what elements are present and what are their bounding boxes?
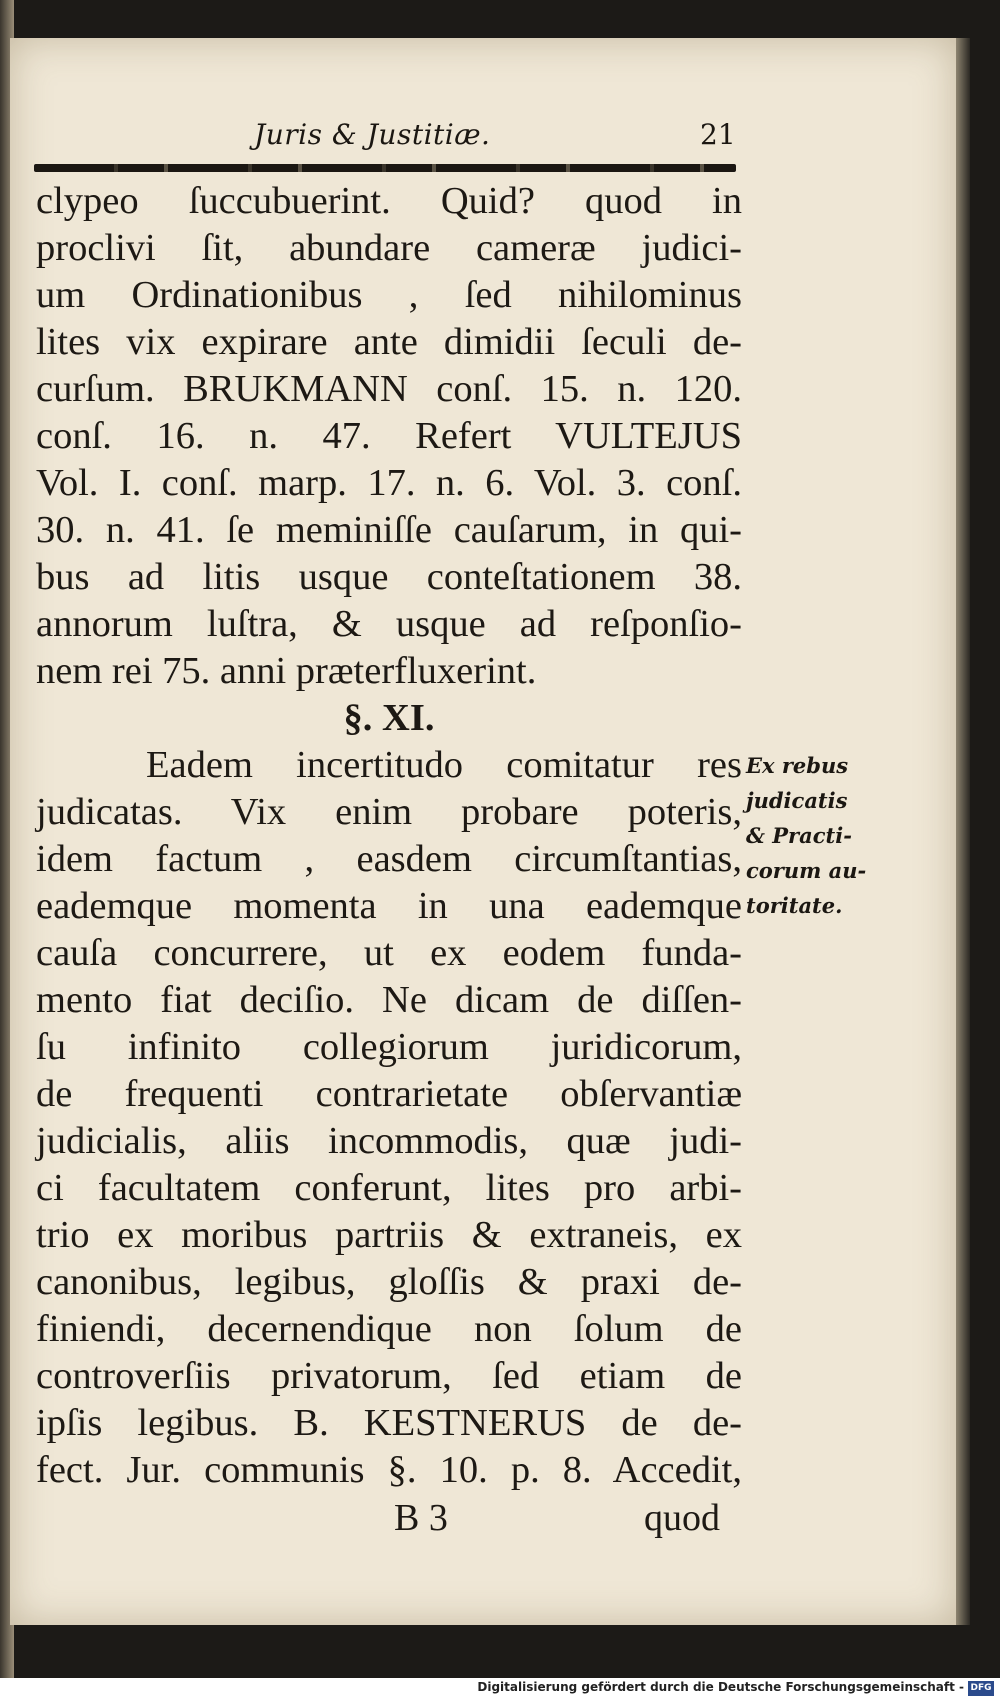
dfg-logo: DFG <box>968 1681 994 1696</box>
text-line: finiendi, decernendique non ſolum de <box>36 1308 742 1350</box>
text-line: Vol. I. conſ. marp. 17. n. 6. Vol. 3. conſ. <box>36 462 742 504</box>
text-line: ci facultatem conferunt, lites pro arbi- <box>36 1167 742 1209</box>
text-line: nem rei 75. anni præterfluxerint. <box>36 650 537 692</box>
text-line: curſum. BRUKMANN conſ. 15. n. 120. <box>36 368 742 410</box>
text-line: mento fiat deciſio. Ne dicam de diſſen- <box>36 979 742 1021</box>
text-line: ſu infinito collegiorum juridicorum, <box>36 1026 742 1068</box>
text-line: conſ. 16. n. 47. Refert VULTEJUS <box>36 415 742 457</box>
text-line: bus ad litis usque conteſtationem 38. <box>36 556 742 598</box>
header-rule <box>34 164 736 172</box>
text-line: judicatas. Vix enim probare poteris, <box>36 791 742 833</box>
footer-bar <box>0 1678 1000 1700</box>
margin-note-line: & Practi- <box>746 823 852 848</box>
text-line: um Ordinationibus , ſed nihilominus <box>36 274 742 316</box>
margin-note-line: judicatis <box>746 788 848 813</box>
text-line: cauſa concurrere, ut ex eodem funda- <box>36 932 742 974</box>
page-number: 21 <box>700 118 736 151</box>
footer-credit: Digitalisierung gefördert durch die Deutsche Forschungsgemeinschaft - <box>477 1680 964 1694</box>
text-line: 30. n. 41. ſe meminiſſe cauſarum, in qui- <box>36 509 742 551</box>
text-line: idem factum , easdem circumſtantias, <box>36 838 742 880</box>
text-line: Eadem incertitudo comitatur res <box>146 744 742 786</box>
text-line: de frequenti contrarietate obſervantiæ <box>36 1073 742 1115</box>
text-line: ipſis legibus. B. KESTNERUS de de- <box>36 1402 742 1444</box>
text-line: trio ex moribus partriis & extraneis, ex <box>36 1214 742 1256</box>
text-line: eademque momenta in una eademque <box>36 885 742 927</box>
text-line: fect. Jur. communis §. 10. p. 8. Accedit, <box>36 1449 742 1491</box>
text-line: clypeo ſuccubuerint. Quid? quod in <box>36 180 742 222</box>
main-text <box>36 178 742 1494</box>
margin-note-line: Ex rebus <box>746 753 849 778</box>
text-line: judicialis, aliis incommodis, quæ judi- <box>36 1120 742 1162</box>
text-line: annorum luſtra, & usque ad reſponſio- <box>36 603 742 645</box>
running-title: Juris & Justitiæ. <box>254 118 491 151</box>
text-line: lites vix expirare ante dimidii ſeculi de- <box>36 321 742 363</box>
scan-edge-right <box>956 38 970 1625</box>
margin-note-line: corum au- <box>746 858 867 883</box>
catchword: quod <box>644 1497 720 1539</box>
section-heading: §. XI. <box>343 697 435 739</box>
signature-mark: B 3 <box>394 1497 448 1539</box>
text-line: controverſiis privatorum, ſed etiam de <box>36 1355 742 1397</box>
margin-note-line: toritate. <box>746 893 843 918</box>
text-line: canonibus, legibus, gloſſis & praxi de- <box>36 1261 742 1303</box>
text-line: proclivi ſit, abundare cameræ judici- <box>36 227 742 269</box>
margin-note <box>746 748 896 923</box>
